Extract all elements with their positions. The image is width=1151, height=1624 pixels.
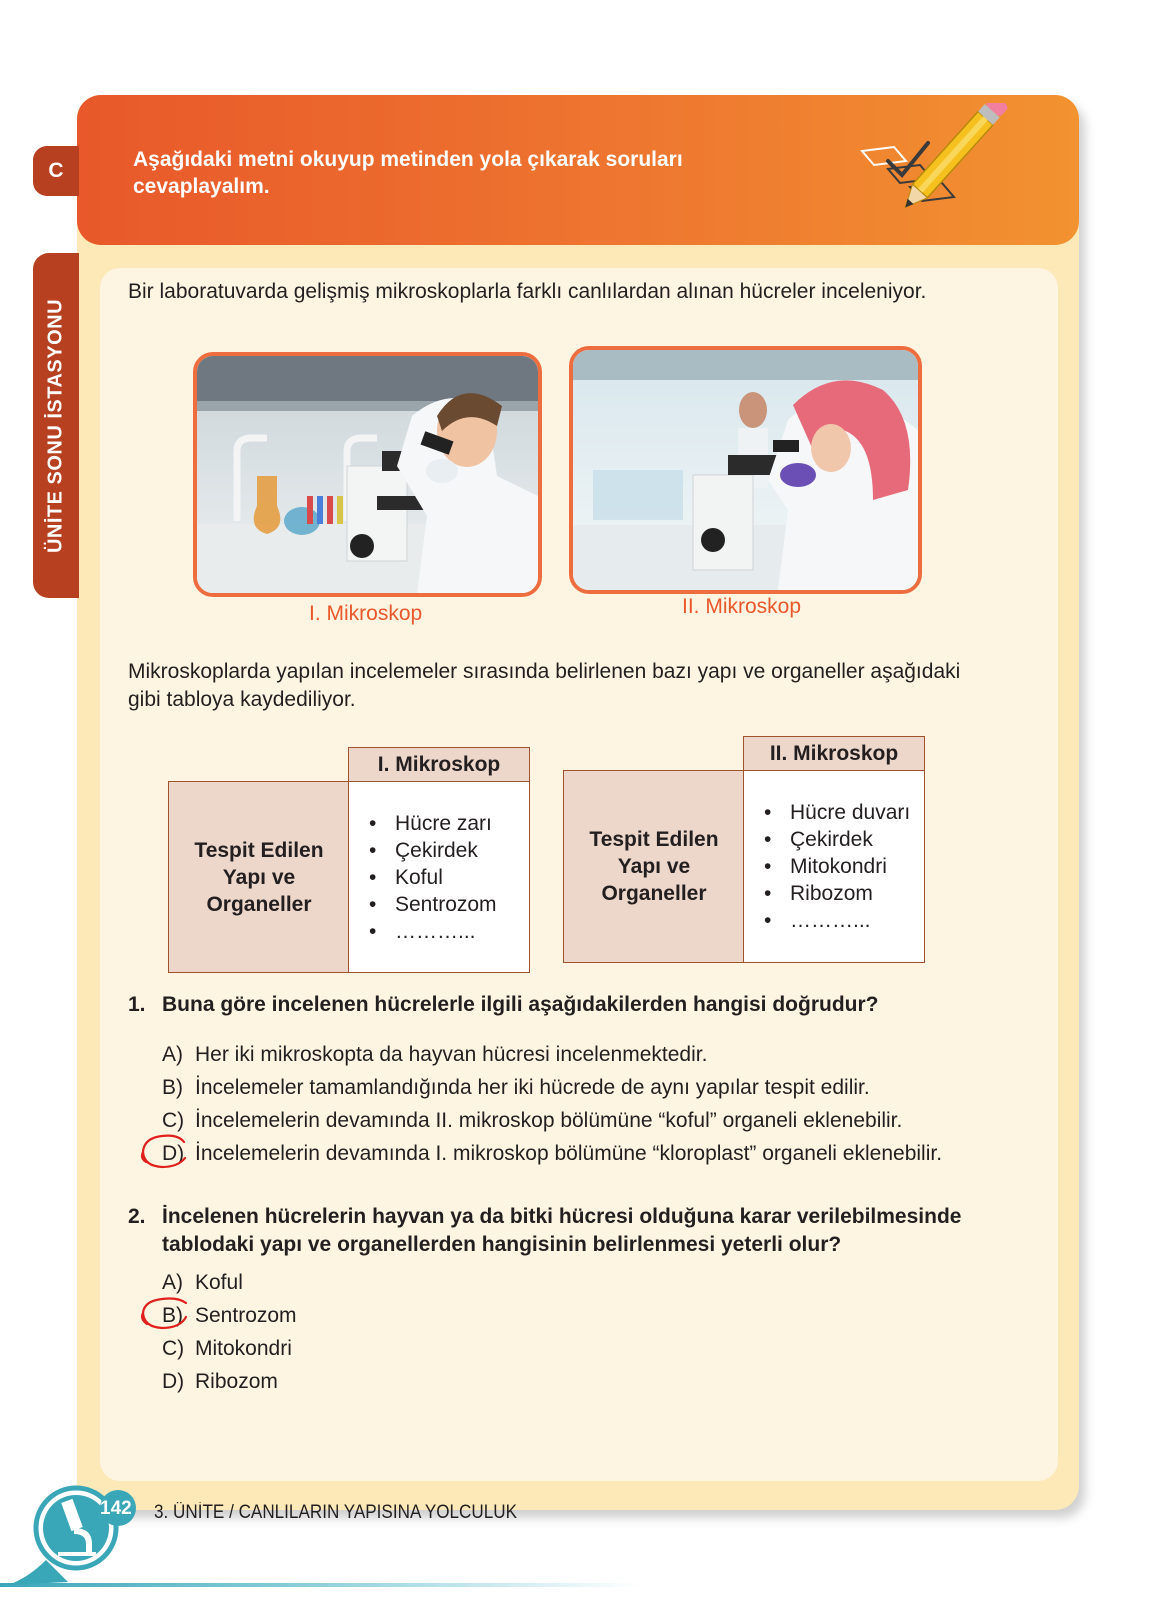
unit-station-tab xyxy=(33,253,79,598)
table-1-item: • Sentrozom xyxy=(369,891,529,918)
table-1-item: • Hücre zarı xyxy=(369,810,529,837)
table-2-item: • ………... xyxy=(764,907,924,934)
table-1-row-label xyxy=(168,781,350,973)
table-2-row-label-text: Tespit Edilen Yapı ve Organeller xyxy=(589,828,719,905)
section-tab: C xyxy=(33,146,79,196)
table-2-item: • Ribozom xyxy=(764,880,924,907)
table-2-item: • Hücre duvarı xyxy=(764,799,924,826)
microscope-photo-2 xyxy=(569,346,922,594)
option-b[interactable]: B) Sentrozom xyxy=(162,1304,297,1327)
table-1-row-label-text: Tespit Edilen Yapı ve Organeller xyxy=(194,838,324,916)
option-a[interactable]: A) Koful xyxy=(162,1271,243,1294)
table-1-item: • Çekirdek xyxy=(369,837,529,864)
page-number: 142 xyxy=(100,1498,132,1519)
photo-2-caption: II. Mikroskop xyxy=(682,595,802,618)
option-c[interactable]: C) Mitokondri xyxy=(162,1337,292,1360)
photo-1-caption: I. Mikroskop xyxy=(309,602,423,625)
table-2-items xyxy=(743,770,925,963)
question-1-number: 1. xyxy=(128,993,146,1016)
table-2-header: II. Mikroskop xyxy=(743,736,925,772)
table-1-header: I. Mikroskop xyxy=(348,747,530,783)
table-intro-text: Mikroskoplarda yapılan incelemeler sırasında belirlenen bazı yapı ve organeller aşağıdaki gibi tabloya kaydediliyor. xyxy=(128,660,961,711)
microscope-photo-1 xyxy=(193,352,542,597)
table-2-item: • Mitokondri xyxy=(764,853,924,880)
option-c[interactable]: C) İncelemelerin devamında II. mikroskop bölümüne “koful” organeli eklenebilir. xyxy=(162,1109,903,1132)
answer-circle-icon xyxy=(138,1132,190,1172)
question-2-number: 2. xyxy=(128,1205,146,1228)
question-2-text: İncelenen hücrelerin hayvan ya da bitki hücresi olduğuna karar verilebilmesinde tablodaki yapı ve organellerden hangisinin belirlenmesi yeterli olur? xyxy=(162,1205,962,1256)
unit-station-label: ÜNİTE SONU İSTASYONU xyxy=(44,298,67,553)
question-2-options xyxy=(162,1266,1002,1398)
option-a[interactable]: A) Her iki mikroskopta da hayvan hücresi incelenmektedir. xyxy=(162,1043,708,1066)
option-d[interactable]: D) İncelemelerin devamında I. mikroskop bölümüne “kloroplast” organeli eklenebilir. xyxy=(162,1142,943,1165)
table-2-item: • Çekirdek xyxy=(764,826,924,853)
option-b[interactable]: B) İncelemeler tamamlandığında her iki hücrede de aynı yapılar tespit edilir. xyxy=(162,1076,870,1099)
unit-footer-title: 3. ÜNİTE / CANLILARIN YAPISINA YOLCULUK xyxy=(154,1502,518,1523)
answer-circle-icon xyxy=(138,1295,192,1333)
question-1-options xyxy=(162,1038,1002,1170)
option-d[interactable]: D) Ribozom xyxy=(162,1370,278,1393)
table-2-row-label xyxy=(563,770,745,963)
table-1-items xyxy=(348,781,530,973)
question-1-text: Buna göre incelenen hücrelerle ilgili aşağıdakilerden hangisi doğrudur? xyxy=(162,993,879,1016)
intro-text: Bir laboratuvarda gelişmiş mikroskoplarla farklı canlılardan alınan hücreler inceleniyor. xyxy=(128,280,927,303)
table-1-item: • ………... xyxy=(369,918,529,945)
instruction-text: Aşağıdaki metni okuyup metinden yola çıkarak soruları cevaplayalım. xyxy=(133,148,683,198)
table-1-item: • Koful xyxy=(369,864,529,891)
microscope-logo-icon xyxy=(8,1470,138,1590)
pencil-checklist-icon xyxy=(858,103,1028,211)
